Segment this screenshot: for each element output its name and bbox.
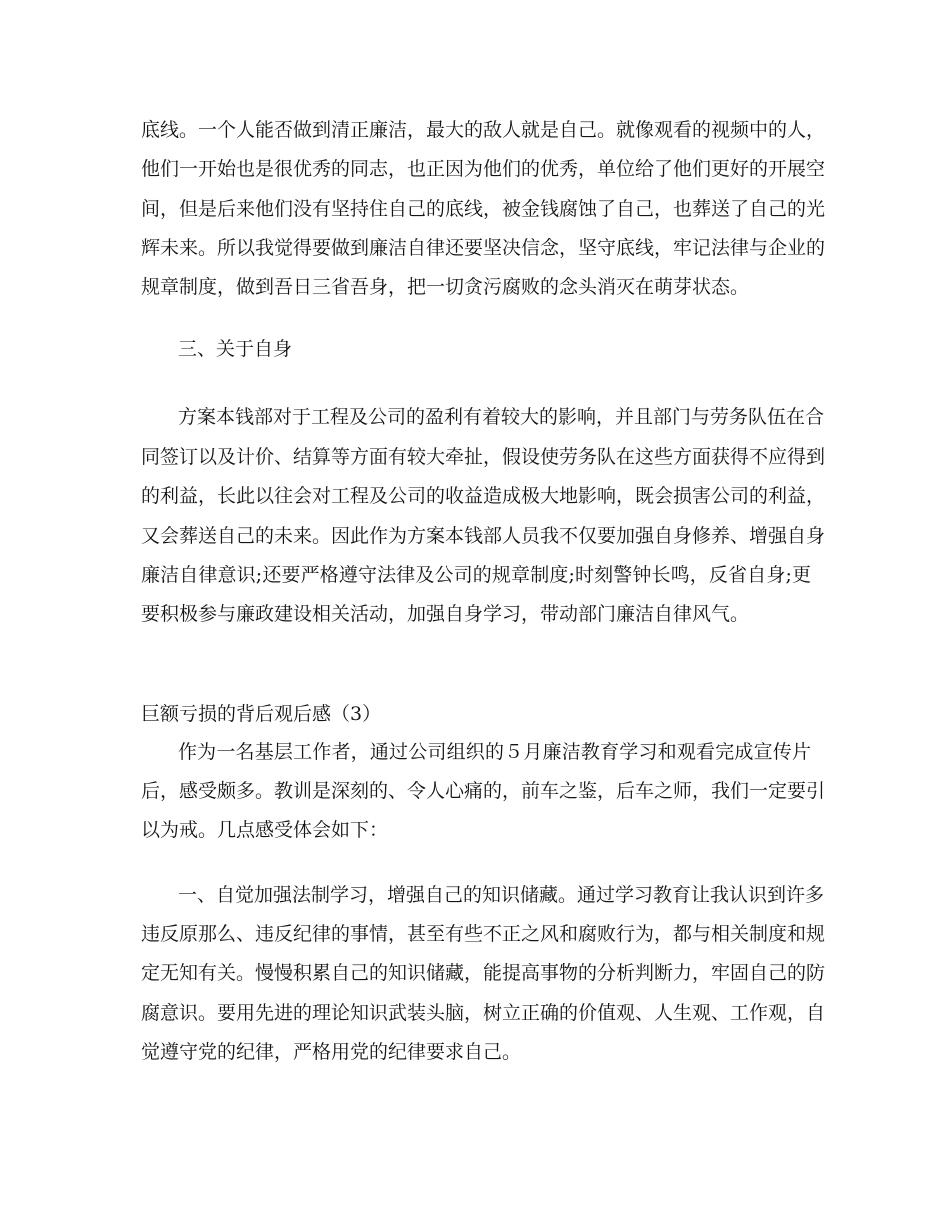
paragraph-line: 觉遵守党的纪律，严格用党的纪律要求自己。 — [141, 1041, 522, 1063]
paragraph-line: 又会葬送自己的未来。因此作为方案本钱部人员我不仅要加强自身修养、增强自身 — [141, 525, 826, 547]
article-title: 巨额亏损的背后观后感（3） — [141, 703, 382, 725]
paragraph-line: 一、自觉加强法制学习，增强自己的知识储藏。通过学习教育让我认识到许多 — [178, 884, 825, 906]
paragraph-line: 底线。一个人能否做到清正廉洁，最大的敌人就是自己。就像观看的视频中的人， — [141, 119, 826, 141]
paragraph-line: 他们一开始也是很优秀的同志，也正因为他们的优秀，单位给了他们更好的开展空 — [141, 158, 826, 180]
paragraph-line: 规章制度，做到吾日三省吾身，把一切贪污腐败的念头消灭在萌芽状态。 — [141, 276, 750, 298]
paragraph-line: 同签订以及计价、结算等方面有较大牵扯，假设使劳务队在这些方面获得不应得到 — [141, 446, 826, 468]
paragraph-line: 的利益，长此以往会对工程及公司的收益造成极大地影响，既会损害公司的利益， — [141, 485, 826, 507]
section-heading: 三、关于自身 — [178, 338, 293, 360]
paragraph-line: 违反原那么、违反纪律的事情，甚至有些不正之风和腐败行为，都与相关制度和规 — [141, 923, 826, 945]
paragraph-line: 以为戒。几点感受体会如下： — [141, 819, 389, 841]
paragraph-line: 要积极参与廉政建设相关活动，加强自身学习，带动部门廉洁自律风气。 — [141, 603, 750, 625]
paragraph-line: 作为一名基层工作者，通过公司组织的５月廉洁教育学习和观看完成宣传片 — [178, 741, 811, 763]
paragraph-line: 后，感受颇多。教训是深刻的、令人心痛的，前车之鉴，后车之师，我们一定要引 — [141, 780, 826, 802]
paragraph-line: 定无知有关。慢慢积累自己的知识储藏，能提高事物的分析判断力，牢固自己的防 — [141, 962, 826, 984]
paragraph-line: 廉洁自律意识;还要严格遵守法律及公司的规章制度;时刻警钟长鸣，反省自身;更 — [141, 564, 811, 586]
paragraph-line: 间，但是后来他们没有坚持住自己的底线，被金钱腐蚀了自己，也葬送了自己的光 — [141, 198, 826, 220]
paragraph-line: 辉未来。所以我觉得要做到廉洁自律还要坚决信念，坚守底线，牢记法律与企业的 — [141, 237, 826, 259]
paragraph-line: 方案本钱部对于工程及公司的盈利有着较大的影响，并且部门与劳务队伍在合 — [178, 406, 825, 428]
paragraph-line: 腐意识。要用先进的理论知识武装头脑，树立正确的价值观、人生观、工作观，自 — [141, 1002, 826, 1024]
